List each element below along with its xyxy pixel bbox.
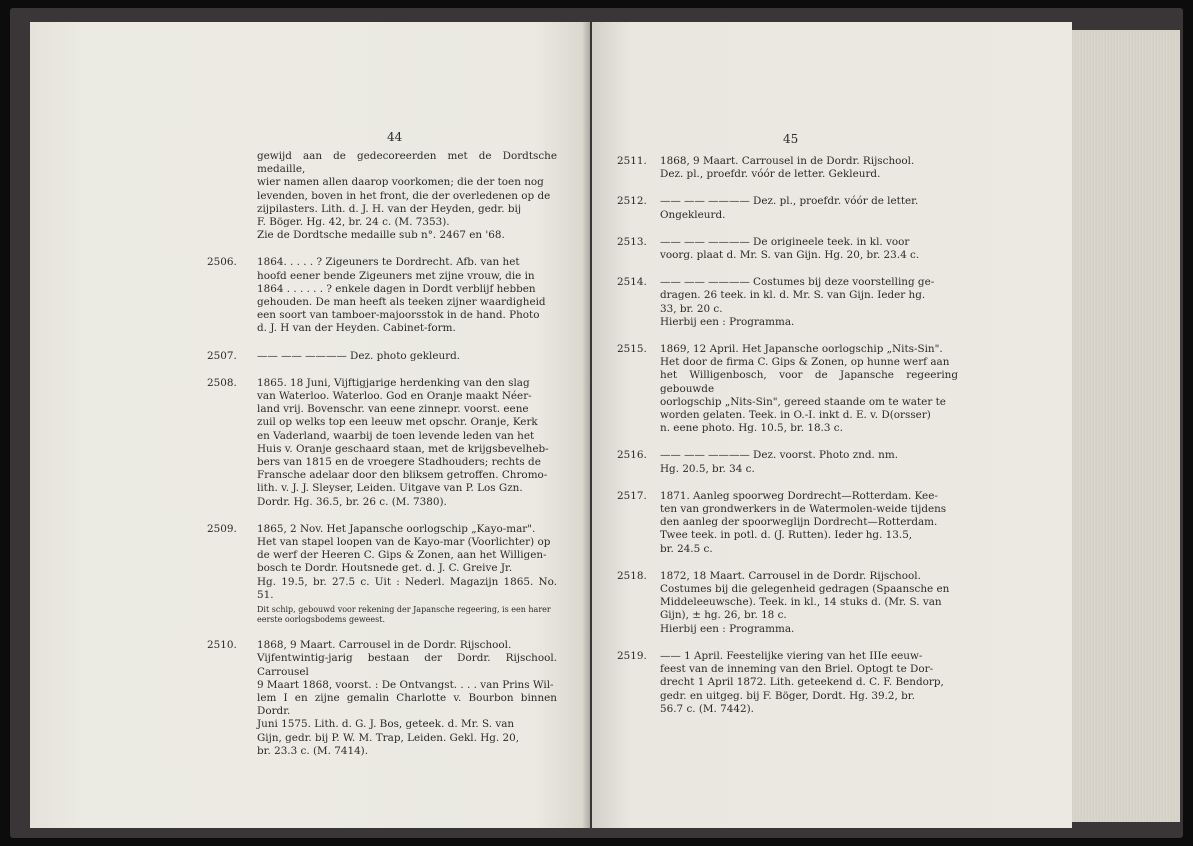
- entry-number: 2511.: [617, 155, 647, 167]
- text-line: 1865, 2 Nov. Het Japansche oorlogschip „Kayo-mar".: [257, 522, 536, 535]
- catalog-entry: [617, 195, 958, 221]
- text-line: Gijn), ± hg. 26, br. 18 c.: [660, 609, 787, 622]
- page-edges: [1072, 30, 1180, 822]
- entry-number: 2518.: [617, 569, 647, 582]
- catalog-entry: [617, 276, 958, 329]
- entry-number: 2509.: [207, 522, 237, 535]
- page-number: 44: [387, 130, 403, 144]
- text-line: Fransche adelaar door den bliksem getroffen. Chromo-: [257, 469, 548, 482]
- text-line: 1872, 18 Maart. Carrousel in de Dordr. Rijschool.: [660, 569, 921, 582]
- entry-number: 2506.: [207, 256, 237, 269]
- right-page-text: [617, 155, 958, 730]
- text-line: —— —— ———— Dez. pl., proefdr. vóór de letter.: [660, 195, 919, 208]
- text-line: Ongekleurd.: [660, 208, 726, 221]
- text-line: Middeleeuwsche). Teek. in kl., 14 stuks d. (Mr. S. van: [660, 596, 942, 609]
- text-line: Gijn, gedr. bij P. W. M. Trap, Leiden. Gekl. Hg. 20,: [257, 731, 520, 744]
- text-line: 1865. 18 Juni, Vijftigjarige herdenking van den slag: [257, 376, 530, 389]
- text-line: een soort van tamboer-majoorsstok in de hand. Photo: [257, 309, 540, 322]
- text-line: lith. v. J. J. Sleyser, Leiden. Uitgave van P. Los Gzn.: [257, 482, 523, 495]
- entry-number: 2513.: [617, 235, 647, 248]
- text-line: 33, br. 20 c.: [660, 302, 723, 315]
- page-number: 45: [783, 132, 799, 146]
- text-line: br. 23.3 c. (M. 7414).: [257, 744, 369, 757]
- text-line: Hierbij een : Programma.: [660, 315, 795, 328]
- entry-number: 2514.: [617, 276, 647, 289]
- text-line: 1864. . . . . ? Zigeuners te Dordrecht. Afb. van het: [257, 256, 520, 269]
- text-line: —— —— ———— Costumes bij deze voorstelling ge-: [660, 276, 935, 289]
- entry-number: 2512.: [617, 195, 647, 208]
- catalog-entry: [207, 349, 557, 363]
- text-line: —— 1 April. Feestelijke viering van het IIIe eeuw-: [660, 649, 923, 662]
- right-page: [592, 22, 1072, 828]
- catalog-entry: [207, 522, 557, 625]
- text-line: de werf der Heeren C. Gips & Zonen, aan het Willigen-: [257, 549, 547, 562]
- text-line: levenden, boven in het front, die der overledenen op de: [257, 189, 551, 202]
- text-line: —— —— ———— De origineele teek. in kl. voor: [660, 235, 910, 248]
- entry-number: 2508.: [207, 376, 237, 389]
- text-line: Zie de Dordtsche medaille sub n°. 2467 en '68.: [257, 229, 505, 242]
- catalog-entry: [617, 569, 958, 636]
- text-line: 1864 . . . . . . ? enkele dagen in Dordt verblijf hebben: [257, 282, 536, 295]
- catalog-entry: [617, 155, 958, 181]
- intro-paragraph: [257, 150, 557, 242]
- left-page-text: [207, 150, 557, 772]
- text-line: bers van 1815 en de vroegere Stadhouders; rechts de: [257, 456, 541, 469]
- text-line: Het van stapel loopen van de Kayo-mar (Voorlichter) op: [257, 536, 551, 549]
- text-line: lem I en zijne gemalin Charlotte v. Bourbon binnen Dordr.: [257, 691, 557, 718]
- catalog-entry: [207, 256, 557, 335]
- entry-number: 2515.: [617, 343, 647, 356]
- text-line: 1868, 9 Maart. Carrousel in de Dordr. Rijschool.: [660, 155, 915, 167]
- catalog-entry: [617, 343, 958, 435]
- entry-number: 2510.: [207, 639, 237, 652]
- text-line: voorg. plaat d. Mr. S. van Gijn. Hg. 20, br. 23.4 c.: [660, 249, 920, 262]
- entry-number: 2517.: [617, 489, 647, 502]
- text-line: gehouden. De man heeft als teeken zijner waardigheid: [257, 296, 546, 309]
- text-line: Juni 1575. Lith. d. G. J. Bos, geteek. d. Mr. S. van: [257, 718, 515, 731]
- catalog-entry: [207, 639, 557, 758]
- text-line: feest van de inneming van den Briel. Optogt te Dor-: [660, 663, 934, 676]
- text-line: —— —— ———— Dez. photo gekleurd.: [257, 349, 461, 362]
- text-line: zuil op welks top een leeuw met opschr. Oranje, Kerk: [257, 416, 538, 429]
- text-line: gewijd aan de gedecoreerden met de Dordtsche medaille,: [257, 150, 557, 176]
- text-line: en Vaderland, waarbij de toen levende leden van het: [257, 429, 535, 442]
- text-line: ten van grondwerkers in de Watermolen-weide tijdens: [660, 503, 947, 516]
- text-line: Costumes bij die gelegenheid gedragen (Spaansche en: [660, 583, 950, 596]
- catalog-entry: [617, 649, 958, 716]
- footnote-line: eerste oorlogsbodems geweest.: [257, 615, 386, 625]
- text-line: dragen. 26 teek. in kl. d. Mr. S. van Gijn. Ieder hg.: [660, 289, 926, 302]
- text-line: 1871. Aanleg spoorweg Dordrecht—Rotterdam. Kee-: [660, 489, 938, 502]
- text-line: Dordr. Hg. 36.5, br. 26 c. (M. 7380).: [257, 495, 447, 508]
- text-line: Het door de firma C. Gips & Zonen, op hunne werf aan: [660, 356, 950, 369]
- text-line: Hg. 20.5, br. 34 c.: [660, 462, 755, 475]
- text-line: Vijfentwintig-jarig bestaan der Dordr. Rijschool. Carrousel: [257, 652, 557, 678]
- text-line: Huis v. Oranje geschaard staan, met de krijgsbevelheb-: [257, 442, 549, 455]
- text-line: den aanleg der spoorweglijn Dordrecht—Rotterdam.: [660, 516, 938, 529]
- text-line: bosch te Dordr. Houtsnede get. d. J. C. Greive Jr.: [257, 562, 513, 575]
- text-line: Twee teek. in potl. d. (J. Rutten). Ieder hg. 13.5,: [660, 529, 913, 542]
- text-line: 56.7 c. (M. 7442).: [660, 702, 754, 715]
- text-line: wier namen allen daarop voorkomen; die der toen nog: [257, 176, 544, 189]
- entry-number: 2507.: [207, 349, 237, 362]
- text-line: hoofd eener bende Zigeuners met zijne vrouw, die in: [257, 269, 535, 282]
- text-line: n. eene photo. Hg. 10.5, br. 18.3 c.: [660, 422, 843, 435]
- text-line: zijpilasters. Lith. d. J. H. van der Heyden, gedr. bij: [257, 202, 522, 215]
- text-line: Dez. pl., proefdr. vóór de letter. Gekleurd.: [660, 168, 881, 181]
- catalog-entry: [617, 449, 958, 475]
- text-line: —— —— ———— Dez. voorst. Photo znd. nm.: [660, 449, 899, 462]
- text-line: 9 Maart 1868, voorst. : De Ontvangst. . . . van Prins Wil-: [257, 678, 554, 691]
- text-line: Hg. 19.5, br. 27.5 c. Uit : Nederl. Magazijn 1865. No. 51.: [257, 575, 557, 601]
- text-line: 1869, 12 April. Het Japansche oorlogschip „Nits-Sin".: [660, 343, 943, 356]
- catalog-entry: [617, 235, 958, 262]
- text-line: gedr. en uitgeg. bij F. Böger, Dordt. Hg. 39.2, br.: [660, 689, 915, 702]
- text-line: worden gelaten. Teek. in O.-I. inkt d. E. v. D(orsser): [660, 409, 931, 422]
- catalog-entry: [207, 376, 557, 509]
- text-line: d. J. H van der Heyden. Cabinet-form.: [257, 322, 456, 335]
- text-line: van Waterloo. Waterloo. God en Oranje maakt Néer-: [257, 390, 532, 403]
- text-line: land vrij. Bovenschr. van eene zinnepr. voorst. eene: [257, 403, 529, 416]
- text-line: het Willigenbosch, voor de Japansche regeering gebouwde: [660, 369, 958, 395]
- text-line: 1868, 9 Maart. Carrousel in de Dordr. Rijschool.: [257, 639, 512, 652]
- entry-number: 2516.: [617, 449, 647, 462]
- entry-number: 2519.: [617, 649, 647, 662]
- text-line: br. 24.5 c.: [660, 542, 713, 555]
- footnote-line: Dit schip, gebouwd voor rekening der Japansche regeering, is een harer: [257, 605, 551, 615]
- text-line: F. Böger. Hg. 42, br. 24 c. (M. 7353).: [257, 216, 450, 229]
- catalog-entry: [617, 489, 958, 556]
- text-line: oorlogschip „Nits-Sin", gereed staande om te water te: [660, 395, 946, 408]
- text-line: drecht 1 April 1872. Lith. geteekend d. C. F. Bendorp,: [660, 676, 944, 689]
- left-page: [30, 22, 590, 828]
- text-line: Hierbij een : Programma.: [660, 622, 795, 635]
